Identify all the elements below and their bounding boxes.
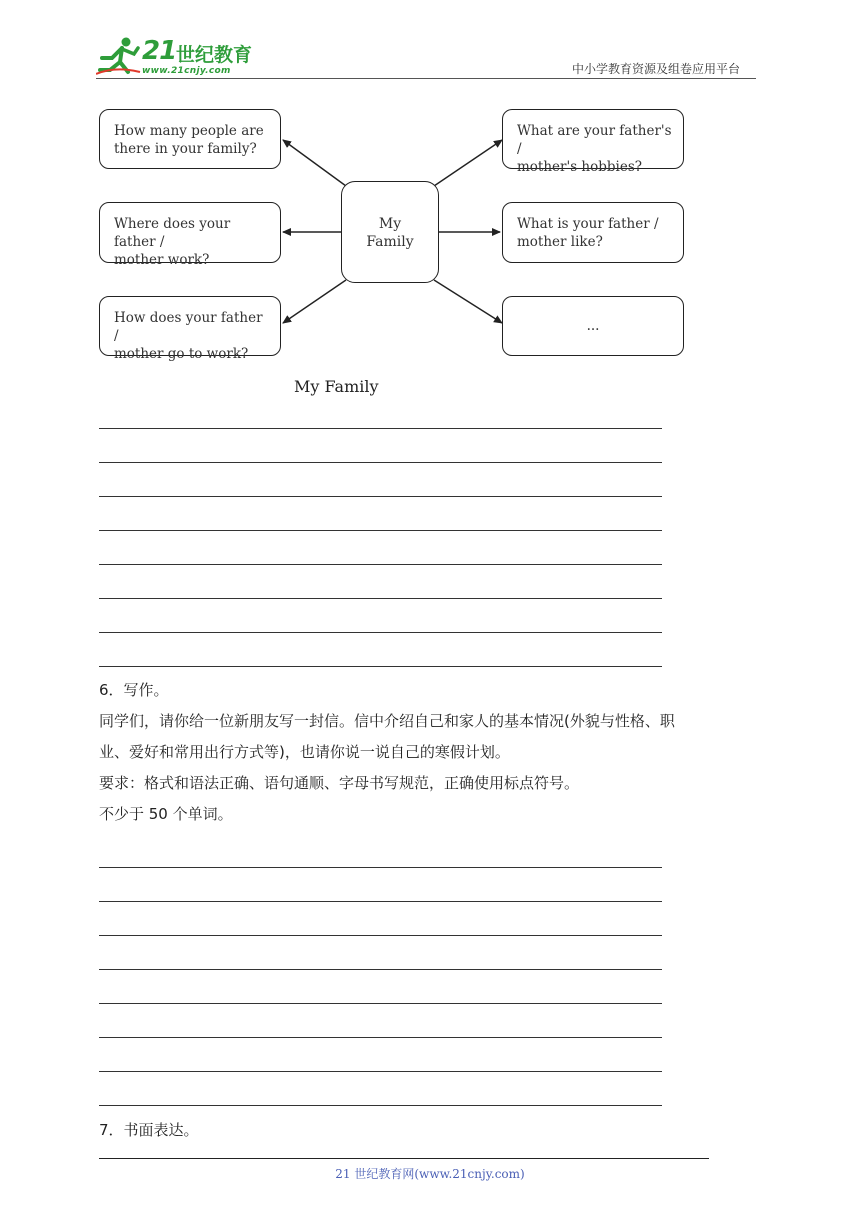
writing-line[interactable] [99, 598, 662, 599]
node-text-line: What are your father's / [517, 123, 672, 157]
writing-line[interactable] [99, 1037, 662, 1038]
task-6-heading: 6．写作。 [99, 681, 169, 699]
instruction-line: 不少于 50 个单词。 [99, 805, 233, 823]
node-text-line: How many people are [114, 123, 264, 139]
mindmap-node-family-size [99, 109, 281, 169]
mindmap-node-more [502, 296, 684, 356]
node-text-line: What is your father / [517, 216, 659, 232]
node-text-line: mother work? [114, 252, 210, 268]
mindmap-node-transport [99, 296, 281, 362]
arrow-to-family-size [283, 140, 346, 186]
writing-line[interactable] [99, 428, 662, 429]
writing-line[interactable] [99, 935, 662, 936]
writing-line[interactable] [99, 564, 662, 565]
node-text-line: there in your family? [114, 141, 257, 157]
node-text-line: mother's hobbies? [517, 159, 643, 175]
node-text-line: mother like? [517, 234, 603, 250]
center-line-2: Family [366, 234, 414, 250]
logo-url: www.21cnjy.com [142, 66, 231, 76]
writing-line[interactable] [99, 496, 662, 497]
mindmap-node-hobbies [502, 109, 684, 175]
mindmap-node-personality [502, 202, 684, 263]
writing-line[interactable] [99, 901, 662, 902]
writing-line[interactable] [99, 867, 662, 868]
node-text-line: ... [586, 318, 600, 334]
task-7-heading: 7．书面表达。 [99, 1121, 199, 1139]
node-text-line: How does your father / [114, 310, 263, 344]
mindmap-node-work-place [99, 202, 281, 268]
arrow-to-hobbies [434, 140, 502, 186]
center-line-1: My [378, 216, 402, 232]
writing-line[interactable] [99, 666, 662, 667]
footer-text[interactable]: 21 世纪教育网(www.21cnjy.com) [335, 1167, 525, 1181]
instruction-line: 同学们，请你给一位新朋友写一封信。信中介绍自己和家人的基本情况(外貌与性格、职 [99, 712, 675, 730]
node-text-line: Where does your father / [114, 216, 231, 250]
footer-divider [99, 1158, 709, 1159]
header-platform-text: 中小学教育资源及组卷应用平台 [572, 62, 741, 76]
writing-line[interactable] [99, 462, 662, 463]
writing-line[interactable] [99, 1071, 662, 1072]
writing-line[interactable] [99, 632, 662, 633]
task-6-instructions [99, 706, 779, 830]
logo-number: 21 [142, 36, 177, 66]
writing-line[interactable] [99, 1105, 662, 1106]
writing-line[interactable] [99, 969, 662, 970]
node-text-line: mother go to work? [114, 346, 249, 362]
instruction-line: 要求：格式和语法正确、语句通顺、字母书写规范，正确使用标点符号。 [99, 774, 580, 792]
writing-line[interactable] [99, 1003, 662, 1004]
mindmap-center-node [341, 181, 439, 283]
instruction-line: 业、爱好和常用出行方式等)，也请你说一说自己的寒假计划。 [99, 743, 510, 761]
writing-line[interactable] [99, 530, 662, 531]
logo-chinese: 世纪教育 [176, 44, 253, 66]
arrow-to-transport [283, 280, 346, 323]
arrow-to-more [434, 280, 502, 323]
writing-title: My Family [294, 377, 379, 396]
